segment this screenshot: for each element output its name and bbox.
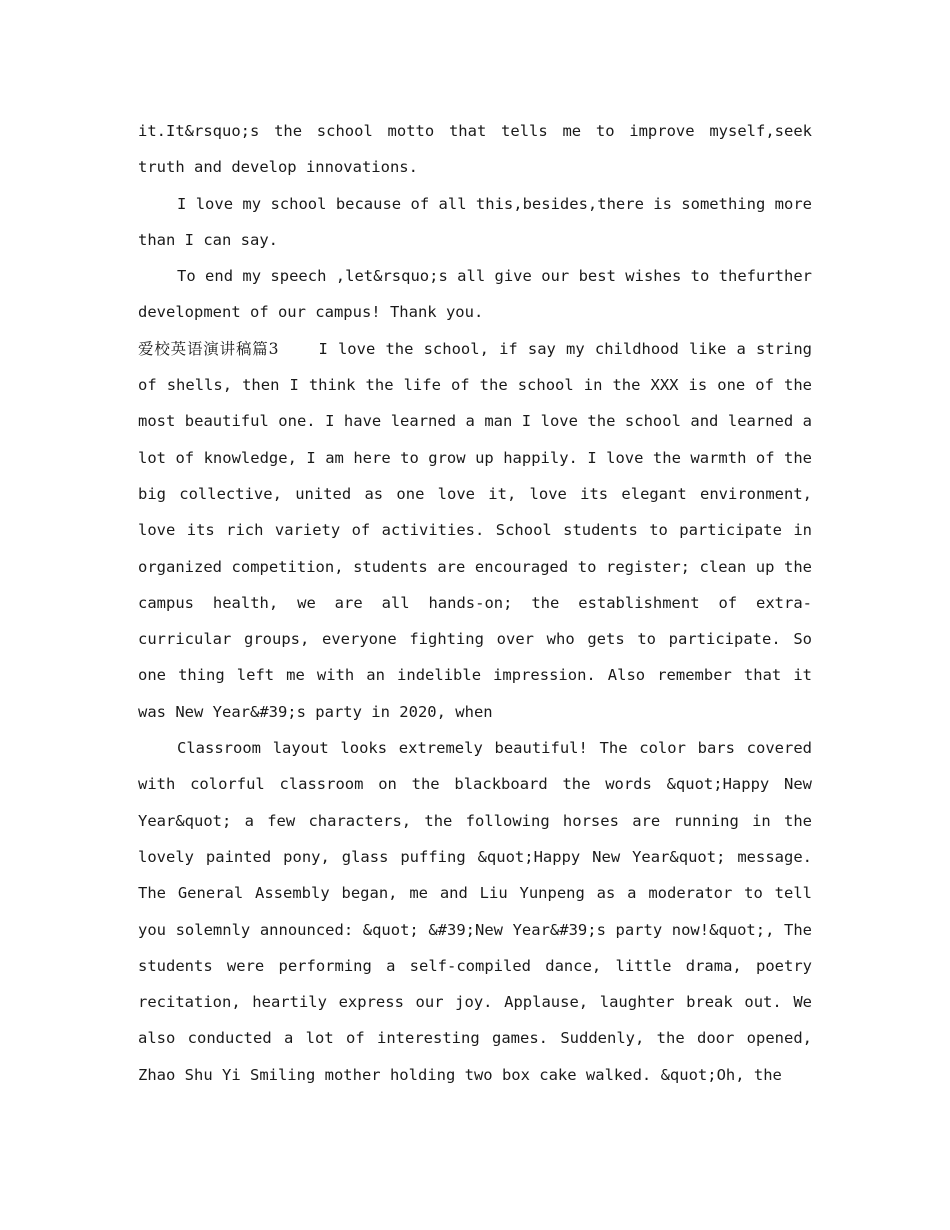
paragraph-motto-continuation: [138, 113, 812, 186]
document-body: [138, 113, 812, 1093]
paragraph-text: I love my school because of all this,besides,there is something more than I can say.: [138, 194, 812, 249]
paragraph-speech-3: [138, 331, 812, 730]
paragraph-text: I love the school, if say my childhood like a string of shells, then I think the life of the school in the XXX is one of the most beautiful one. I have learned a man I love the school and learned a lot of knowledge, I am here to grow up happily. I love the warmth of the big collective, united as one love it, love its elegant environment, love its rich variety of activities. School students to participate in organized competition, students are encouraged to register; clean up the campus health, we are all hands-on; the establishment of extra-curricular groups, everyone fighting over who gets to participate. So one thing left me with an indelible impression. Also remember that it was New Year&#39;s party in 2020, when: [138, 339, 812, 721]
paragraph-text: Classroom layout looks extremely beautiful! The color bars covered with colorful classroom on the blackboard the words &quot;Happy New Year&quot; a few characters, the following horses are running in the lovely painted pony, glass puffing &quot;Happy New Year&quot; message. The General Assembly began, me and Liu Yunpeng as a moderator to tell you solemnly announced: &quot; &#39;New Year&#39;s party now!&quot;, The students were performing a self-compiled dance, little drama, poetry recitation, heartily express our joy. Applause, laughter break out. We also conducted a lot of interesting games. Suddenly, the door opened, Zhao Shu Yi Smiling mother holding two box cake walked. &quot;Oh, the: [138, 739, 812, 1084]
paragraph-text: To end my speech ,let&rsquo;s all give our best wishes to thefurther development of our campus! Thank you.: [138, 267, 812, 322]
paragraph-love-school: [138, 186, 812, 259]
section-heading: 爱校英语演讲稿篇3: [138, 339, 279, 358]
paragraph-classroom-party: [138, 730, 812, 1093]
paragraph-closing: [138, 258, 812, 331]
paragraph-text: it.It&rsquo;s the school motto that tells me to improve myself,seek truth and develop innovations.: [138, 122, 812, 177]
